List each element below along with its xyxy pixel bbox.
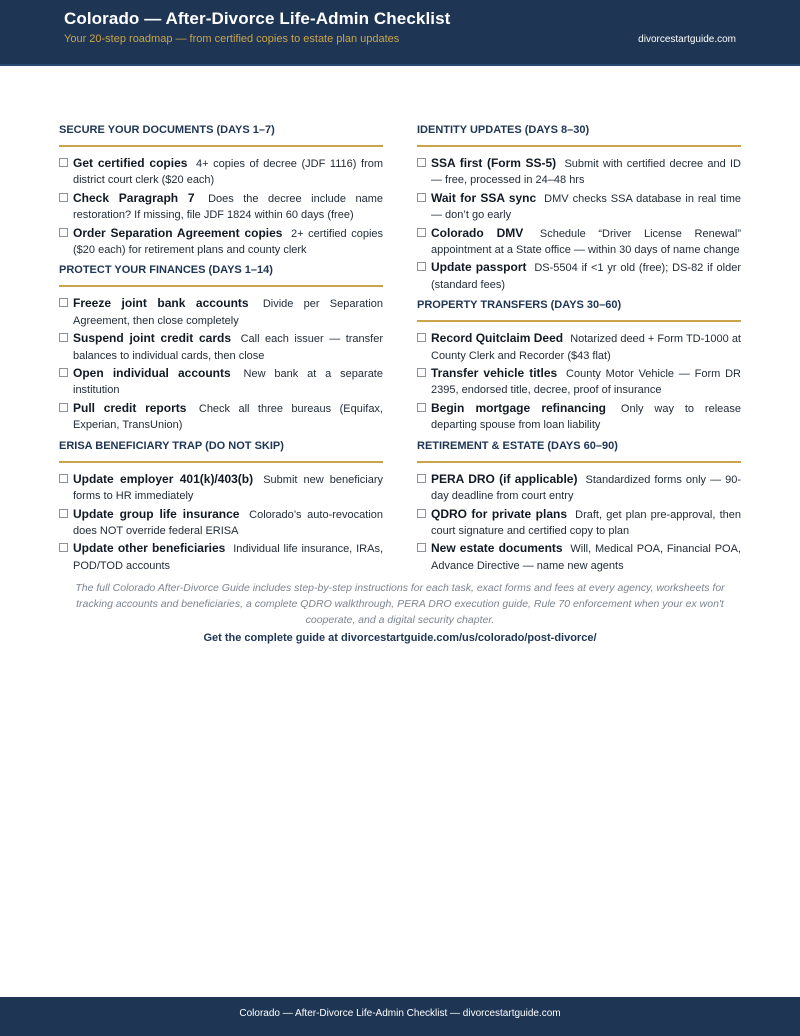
- checklist-item: [417, 225, 741, 259]
- checkbox[interactable]: [417, 193, 426, 202]
- section-secure-documents: [59, 124, 383, 258]
- section-property-transfers: [417, 299, 741, 433]
- checkbox[interactable]: [417, 333, 426, 342]
- checkbox[interactable]: [59, 228, 68, 237]
- item-title: PERA DRO (if applicable): [431, 471, 578, 486]
- footer-text: Colorado — After-Divorce Life-Admin Checklist — divorcestartguide.com: [239, 1008, 561, 1019]
- cta-link[interactable]: Get the complete guide at divorcestartguide.com/us/colorado/post-divorce/: [203, 632, 597, 644]
- checkbox[interactable]: [417, 543, 426, 552]
- checkbox[interactable]: [417, 262, 426, 271]
- item-description: County Motor Vehicle — Form DR 2395, endorsed title, decree, proof of insurance: [431, 368, 741, 397]
- checklist-item: [59, 506, 383, 540]
- checkbox[interactable]: [417, 228, 426, 237]
- item-title: Order Separation Agreement copies: [73, 225, 283, 240]
- page-title: Colorado — After-Divorce Life-Admin Checklist: [64, 9, 451, 28]
- checklist-item: [417, 540, 741, 574]
- item-description: Check all three bureaus (Equifax, Experian, TransUnion): [73, 402, 383, 432]
- page-subtitle: Your 20-step roadmap — from certified copies to estate plan updates: [64, 33, 400, 45]
- section-title: ERISA BENEFICIARY TRAP (DO NOT SKIP): [59, 440, 383, 463]
- checkbox[interactable]: [59, 509, 68, 518]
- item-description: Notarized deed + Form TD-1000 at County Clerk and Recorder ($43 flat): [431, 333, 741, 362]
- checklist-item: [417, 190, 741, 224]
- item-title: Suspend joint credit cards: [73, 331, 232, 346]
- item-title: SSA first (Form SS-5): [431, 156, 557, 170]
- checkbox[interactable]: [417, 509, 426, 518]
- item-title: Check Paragraph 7: [73, 190, 195, 205]
- item-title: QDRO for private plans: [431, 506, 567, 521]
- section-title: IDENTITY UPDATES (DAYS 8–30): [417, 124, 741, 147]
- item-description: DS-5504 if <1 yr old (free); DS-82 if older (standard fees): [431, 262, 741, 291]
- item-title: Transfer vehicle titles: [431, 366, 558, 381]
- section-identity-updates: [417, 124, 741, 293]
- item-description: Colorado’s auto-revocation does NOT override federal ERISA: [73, 508, 383, 537]
- checklist-item: [59, 330, 383, 364]
- page-header: [0, 0, 800, 66]
- section-title: PROTECT YOUR FINANCES (DAYS 1–14): [59, 264, 383, 287]
- item-description: Draft, get plan pre-approval, then court signature and certified copy to plan: [431, 508, 741, 537]
- checklist-item: [417, 471, 741, 505]
- item-title: Get certified copies: [73, 156, 188, 170]
- item-title: Wait for SSA sync: [431, 190, 537, 205]
- checkbox[interactable]: [59, 403, 68, 412]
- checklist-item: [59, 155, 383, 189]
- section-protect-finances: [59, 264, 383, 433]
- checklist-item: [59, 471, 383, 505]
- section-retirement-estate: [417, 440, 741, 574]
- item-description: 2+ certified copies ($20 each) for retirement plans and county clerk: [73, 227, 384, 257]
- checkbox[interactable]: [417, 158, 426, 167]
- item-title: Update employer 401(k)/403(b): [73, 471, 254, 486]
- item-description: Only way to release departing spouse from loan liability: [431, 402, 741, 432]
- item-title: Colorado DMV: [431, 225, 524, 240]
- item-description: New bank at a separate institution: [73, 368, 383, 397]
- checkbox[interactable]: [59, 474, 68, 483]
- section-title: SECURE YOUR DOCUMENTS (DAYS 1–7): [59, 124, 383, 147]
- checklist-item: [59, 295, 383, 329]
- item-title: Update other beneficiaries: [73, 541, 226, 556]
- item-description: Submit with certified decree and ID — free, processed in 24–48 hrs: [431, 158, 741, 187]
- item-title: Update group life insurance: [73, 506, 240, 521]
- page-footer: [0, 997, 800, 1036]
- checkbox[interactable]: [59, 298, 68, 307]
- item-title: Update passport: [431, 260, 527, 275]
- section-title: PROPERTY TRANSFERS (DAYS 30–60): [417, 299, 741, 322]
- item-description: Does the decree include name restoration? If missing, file JDF 1824 within 60 days (free): [73, 192, 383, 222]
- item-title: Open individual accounts: [73, 366, 231, 381]
- section-erisa-beneficiary: [59, 440, 383, 574]
- item-description: 4+ copies of decree (JDF 1116) from district court clerk ($20 each): [73, 158, 384, 187]
- checkbox[interactable]: [417, 403, 426, 412]
- item-title: Begin mortgage refinancing: [431, 400, 607, 415]
- checklist-item: [417, 259, 741, 293]
- checklist-item: [59, 400, 383, 434]
- item-description: DMV checks SSA database in real time — don’t go early: [431, 192, 741, 222]
- checkbox[interactable]: [417, 368, 426, 377]
- item-title: Record Quitclaim Deed: [431, 331, 564, 346]
- item-description: Divide per Separation Agreement, then close completely: [73, 298, 383, 327]
- checkbox[interactable]: [59, 368, 68, 377]
- checklist-item: [417, 365, 741, 399]
- checkbox[interactable]: [417, 474, 426, 483]
- checkbox[interactable]: [59, 158, 68, 167]
- checklist-item: [417, 330, 741, 364]
- checklist-item: [59, 190, 383, 224]
- checkbox[interactable]: [59, 543, 68, 552]
- right-column: [417, 124, 741, 580]
- checklist-item: [417, 506, 741, 540]
- checklist-columns: [59, 124, 741, 580]
- item-title: Freeze joint bank accounts: [73, 296, 249, 311]
- section-title: RETIREMENT & ESTATE (DAYS 60–90): [417, 440, 741, 463]
- item-title: New estate documents: [431, 541, 563, 556]
- checkbox[interactable]: [59, 193, 68, 202]
- item-description: Standardized forms only — 90-day deadline from court entry: [431, 473, 741, 503]
- checklist-item: [417, 155, 741, 189]
- checklist-item: [59, 365, 383, 399]
- item-description: Individual life insurance, IRAs, POD/TOD accounts: [73, 543, 383, 572]
- checklist-item: [417, 400, 741, 434]
- checkbox[interactable]: [59, 333, 68, 342]
- checklist-item: [59, 225, 383, 259]
- item-description: Submit new beneficiary forms to HR immediately: [73, 473, 383, 503]
- header-domain: divorcestartguide.com: [638, 34, 736, 45]
- item-description: Call each issuer — transfer balances to individual cards, then close: [73, 333, 384, 362]
- item-description: Schedule “Driver License Renewal” appointment at a State office — within 30 days of name change: [431, 227, 741, 257]
- item-title: Pull credit reports: [73, 400, 187, 415]
- left-column: [59, 124, 383, 580]
- item-description: Will, Medical POA, Financial POA, Advance Directive — name new agents: [431, 543, 741, 572]
- promo-text: The full Colorado After-Divorce Guide includes step-by-step instructions for each task, exact forms and fees at every agency, worksheets for tracking accounts and beneficiaries, a complete QDRO walkthrough, PERA DRO execution guide, Rule 70 enforcement when your ex won't cooperate, and a digital security chapter.: [75, 582, 725, 626]
- checklist-item: [59, 540, 383, 574]
